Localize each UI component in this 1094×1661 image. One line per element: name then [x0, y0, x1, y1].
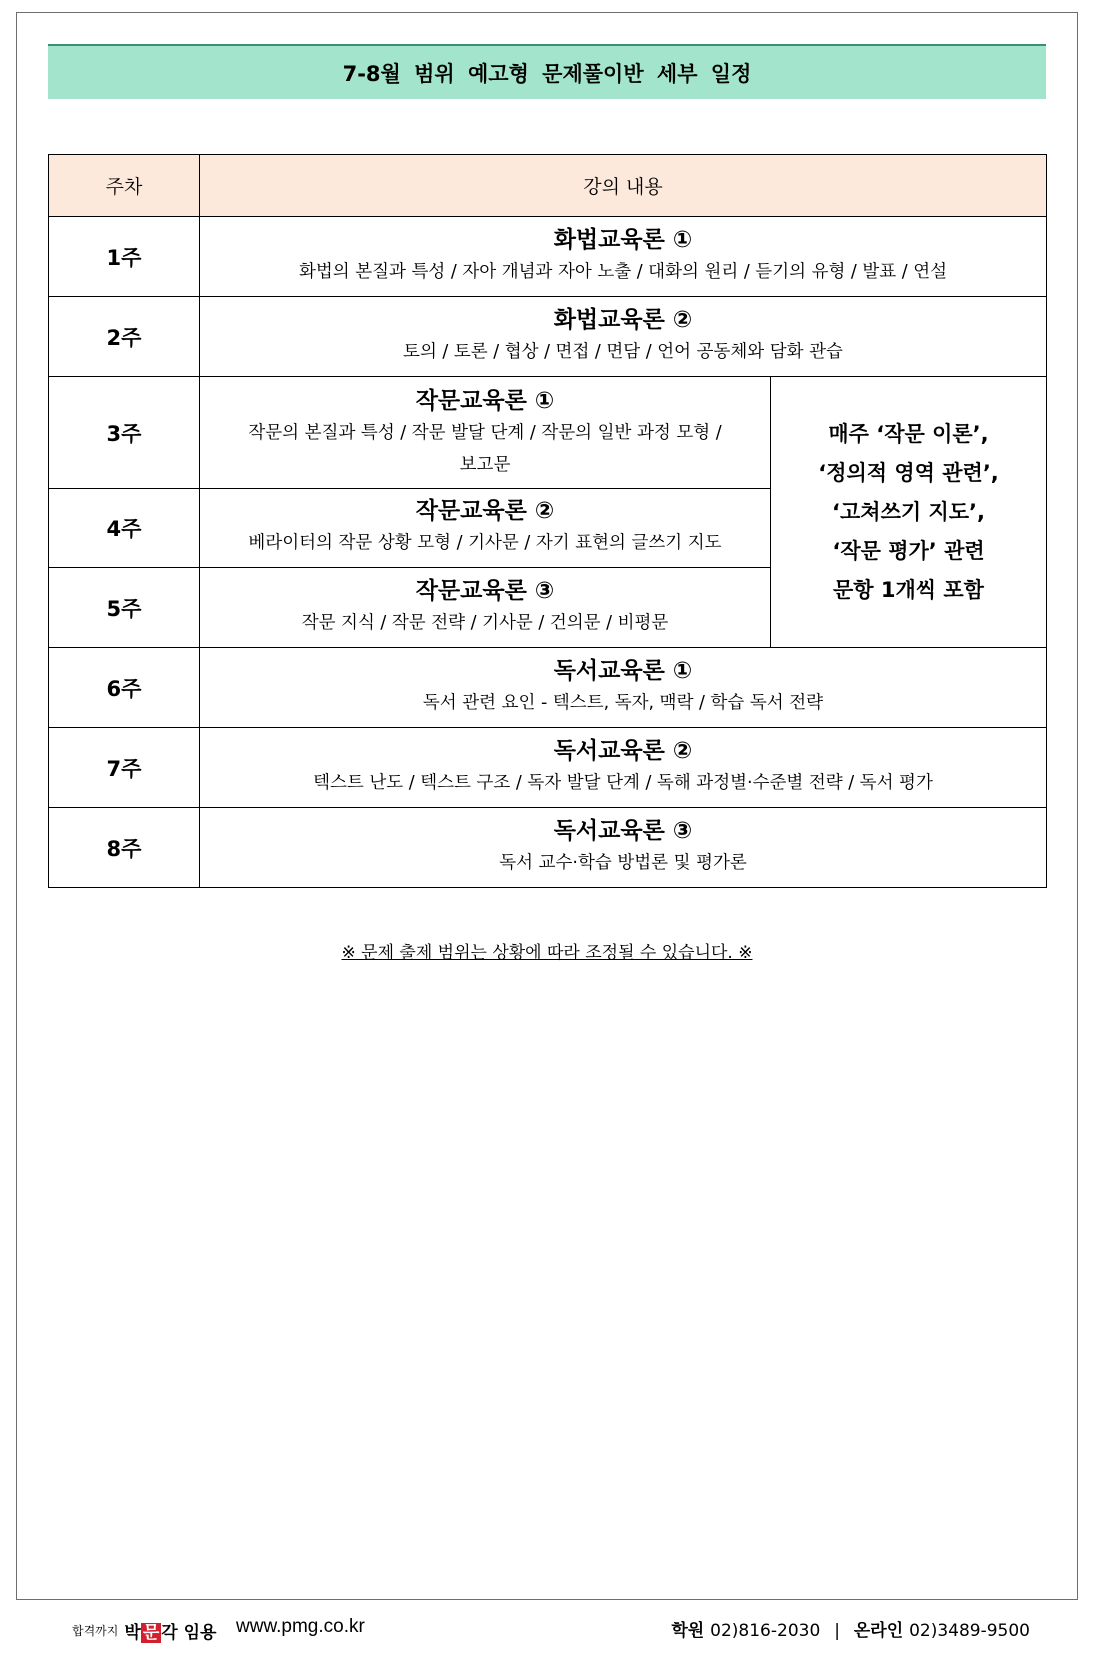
content-cell: [200, 489, 771, 568]
content-cell: [200, 297, 1047, 377]
topic-description: 독서 교수·학습 방법론 및 평가론: [499, 852, 747, 873]
logo-brand-suffix: 임용: [183, 1623, 217, 1643]
side-note-line: 매주 ‘작문 이론’,: [828, 421, 989, 446]
table-header-row: [49, 155, 1047, 217]
week-cell: 8주: [49, 808, 200, 888]
logo-brand-part: 각: [161, 1623, 178, 1643]
academy-label: 학원: [671, 1621, 705, 1641]
footnote: ※ 문제 출제 범위는 상황에 따라 조정될 수 있습니다. ※: [341, 943, 753, 963]
contact-separator: |: [834, 1621, 840, 1641]
side-note-line: ‘정의적 영역 관련’,: [818, 460, 999, 485]
website-url[interactable]: www.pmg.co.kr: [236, 1616, 365, 1637]
topic-title: 독서교육론 ③: [553, 817, 693, 844]
topic-title: 독서교육론 ①: [553, 657, 693, 684]
table-row: [49, 297, 1047, 377]
footer: [0, 1604, 1094, 1654]
table-row: [49, 217, 1047, 297]
topic-title: 작문교육론 ③: [415, 577, 555, 604]
contact-info: [671, 1616, 1030, 1641]
content-cell: [200, 648, 1047, 728]
topic-description: 토의 / 토론 / 협상 / 면접 / 면담 / 언어 공동체와 담화 관습: [403, 341, 843, 362]
week-cell: 6주: [49, 648, 200, 728]
topic-description: 텍스트 난도 / 텍스트 구조 / 독자 발달 단계 / 독해 과정별·수준별 전략 / 독서 평가: [313, 772, 933, 793]
week-cell: 4주: [49, 489, 200, 568]
side-note-line: 문항 1개씩 포함: [833, 577, 984, 602]
table-row: [49, 648, 1047, 728]
topic-title: 화법교육론 ②: [553, 306, 693, 333]
side-note-cell: [771, 377, 1047, 648]
page-title-text: 7-8월 범위 예고형 문제풀이반 세부 일정: [342, 61, 752, 86]
week-cell: 7주: [49, 728, 200, 808]
topic-description-line: 보고문: [459, 454, 511, 475]
brand-logo: [72, 1618, 216, 1643]
topic-description: 화법의 본질과 특성 / 자아 개념과 자아 노출 / 대화의 원리 / 듣기의 유형 / 발표 / 연설: [298, 261, 948, 282]
content-cell: [200, 568, 771, 648]
table-row: [49, 808, 1047, 888]
week-cell: 3주: [49, 377, 200, 489]
topic-description-line: 작문의 본질과 특성 / 작문 발달 단계 / 작문의 일반 과정 모형 /: [248, 422, 722, 443]
table-row: [49, 377, 1047, 489]
topic-description: 베라이터의 작문 상황 모형 / 기사문 / 자기 표현의 글쓰기 지도: [248, 533, 722, 553]
week-cell: 2주: [49, 297, 200, 377]
side-note-line: ‘작문 평가’ 관련: [832, 538, 985, 563]
content-cell: [200, 808, 1047, 888]
page-title: [48, 44, 1046, 99]
week-cell: 5주: [49, 568, 200, 648]
content-cell: [200, 217, 1047, 297]
topic-description: [200, 416, 770, 480]
topic-title: 작문교육론 ②: [415, 498, 555, 524]
topic-title: 화법교육론 ①: [553, 226, 693, 253]
logo-brand: [124, 1618, 216, 1643]
academy-phone: 02)816-2030: [710, 1621, 821, 1641]
content-cell: [200, 728, 1047, 808]
logo-tagline: 합격까지: [72, 1624, 119, 1638]
header-content: 강의 내용: [200, 155, 1047, 217]
online-label: 온라인: [853, 1621, 904, 1641]
online-phone: 02)3489-9500: [909, 1621, 1030, 1641]
header-week: 주차: [49, 155, 200, 217]
logo-brand-part: 박: [124, 1623, 141, 1643]
content-cell: [200, 377, 771, 489]
table-row: [49, 728, 1047, 808]
topic-title: 작문교육론 ①: [415, 387, 555, 414]
side-note-line: ‘고쳐쓰기 지도’,: [832, 499, 985, 524]
topic-title: 독서교육론 ②: [553, 737, 693, 764]
schedule-table: [48, 154, 1047, 888]
topic-description: 독서 관련 요인 - 텍스트, 독자, 맥락 / 학습 독서 전략: [422, 692, 824, 713]
logo-brand-highlight: 문: [142, 1623, 160, 1643]
topic-description: 작문 지식 / 작문 전략 / 기사문 / 건의문 / 비평문: [301, 612, 669, 633]
week-cell: 1주: [49, 217, 200, 297]
